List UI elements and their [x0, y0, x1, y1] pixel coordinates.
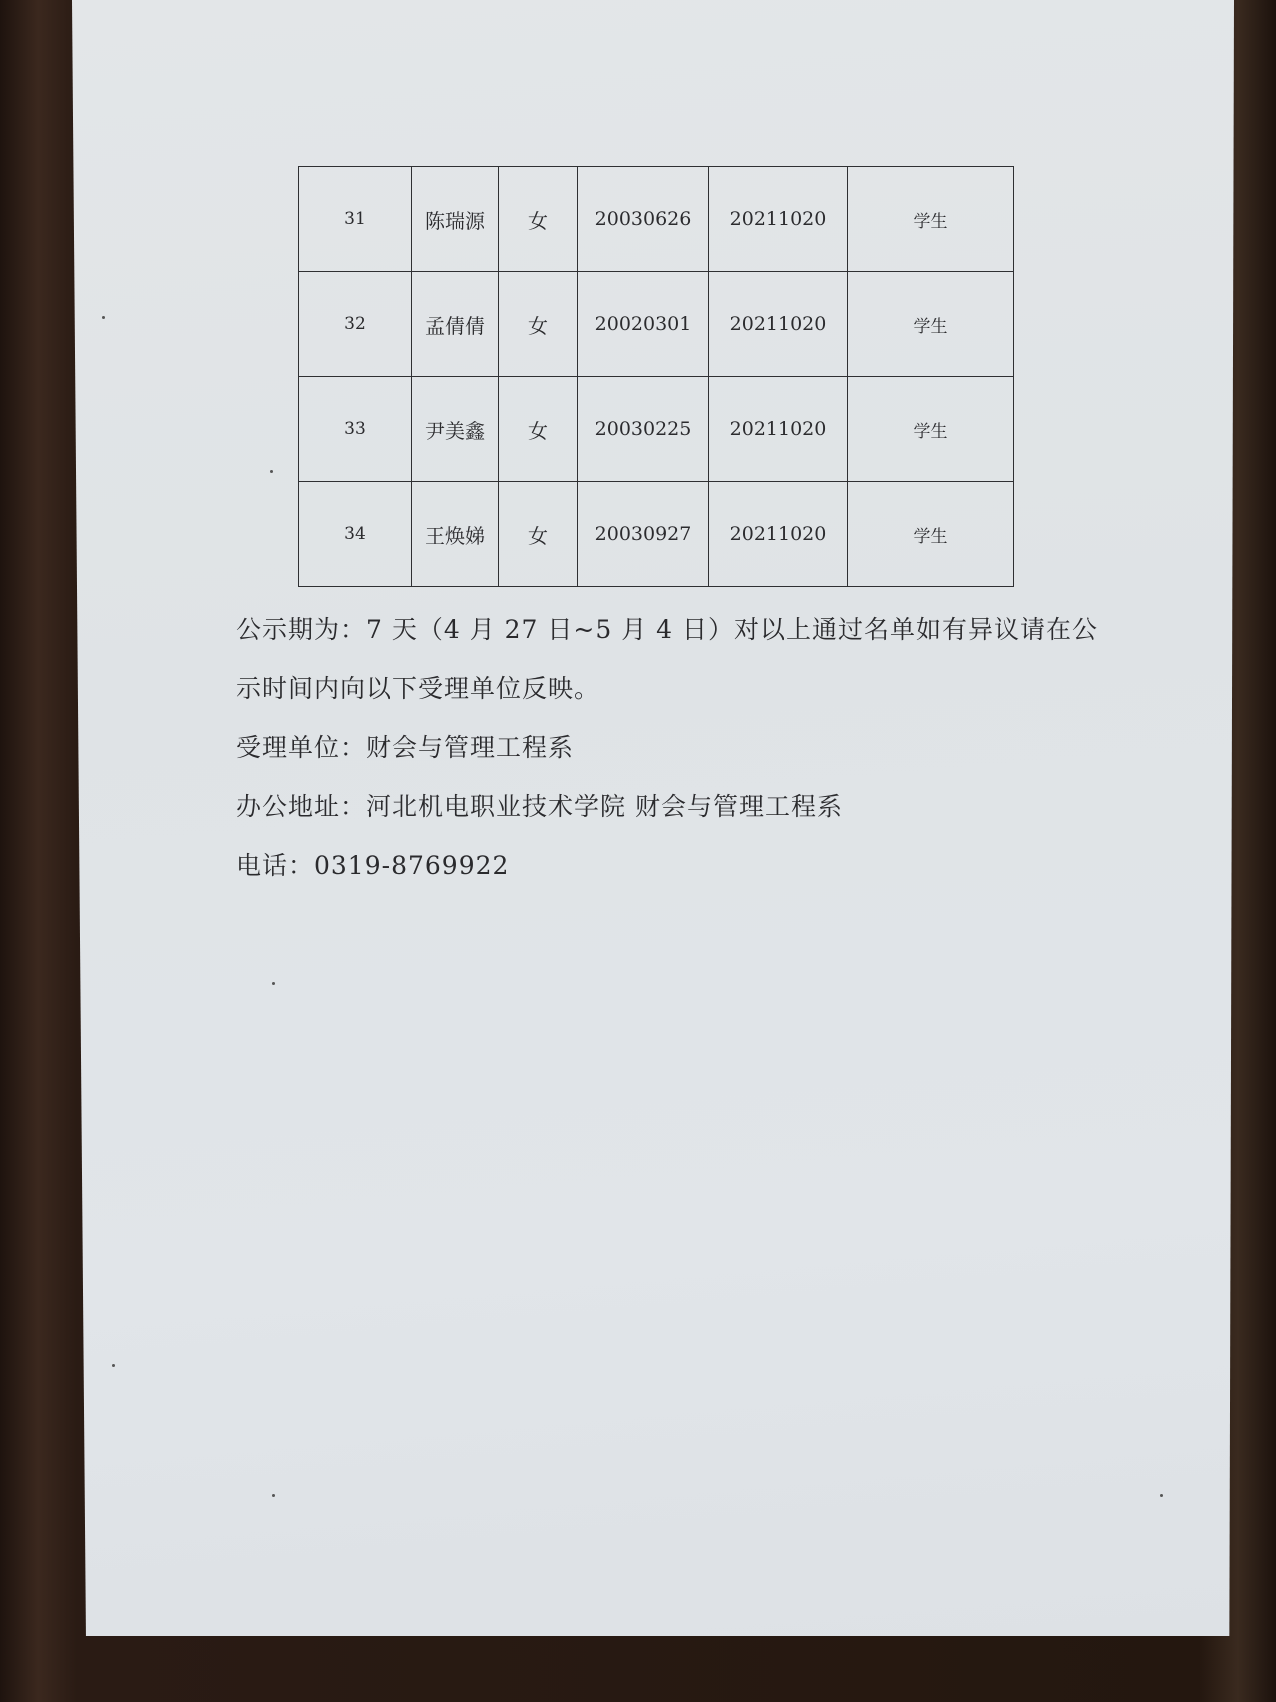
row-name: 陈瑞源: [412, 167, 499, 272]
row-gender: 女: [499, 482, 578, 587]
row-seq: 33: [299, 377, 412, 482]
row-role: 学生: [848, 272, 1014, 377]
table-row: [299, 167, 1014, 272]
table-row: [299, 482, 1014, 587]
row-date: 20211020: [709, 272, 848, 377]
row-birth-date: 20030927: [578, 482, 709, 587]
paper-speck: [272, 982, 275, 985]
row-date: 20211020: [709, 377, 848, 482]
row-birth-date: 20030225: [578, 377, 709, 482]
notice-period-text-continued: 示时间内向以下受理单位反映。: [236, 674, 601, 703]
row-gender: 女: [499, 167, 578, 272]
phone-text: 电话：0319-8769922: [236, 851, 510, 880]
row-role: 学生: [848, 377, 1014, 482]
notice-period-text: 公示期为：7 天（4 月 27 日~5 月 4 日）对以上通过名单如有异议请在公: [236, 615, 1099, 644]
row-name: 王焕娣: [412, 482, 499, 587]
row-seq: 32: [299, 272, 412, 377]
office-address-text: 办公地址：河北机电职业技术学院 财会与管理工程系: [236, 792, 843, 821]
paper-speck: [102, 316, 105, 319]
notice-block: [236, 600, 1099, 895]
row-role: 学生: [848, 482, 1014, 587]
paper-speck: [272, 1494, 275, 1497]
paper-speck: [270, 470, 273, 473]
paper-speck: [112, 1364, 115, 1367]
row-role: 学生: [848, 167, 1014, 272]
row-gender: 女: [499, 272, 578, 377]
row-date: 20211020: [709, 482, 848, 587]
row-date: 20211020: [709, 167, 848, 272]
row-seq: 34: [299, 482, 412, 587]
table-row: [299, 272, 1014, 377]
row-name: 尹美鑫: [412, 377, 499, 482]
row-seq: 31: [299, 167, 412, 272]
receiving-unit-text: 受理单位：财会与管理工程系: [236, 733, 575, 762]
row-name: 孟倩倩: [412, 272, 499, 377]
table-row: [299, 377, 1014, 482]
row-birth-date: 20030626: [578, 167, 709, 272]
row-gender: 女: [499, 377, 578, 482]
student-table: [298, 166, 1014, 587]
row-birth-date: 20020301: [578, 272, 709, 377]
paper-speck: [1160, 1494, 1163, 1497]
